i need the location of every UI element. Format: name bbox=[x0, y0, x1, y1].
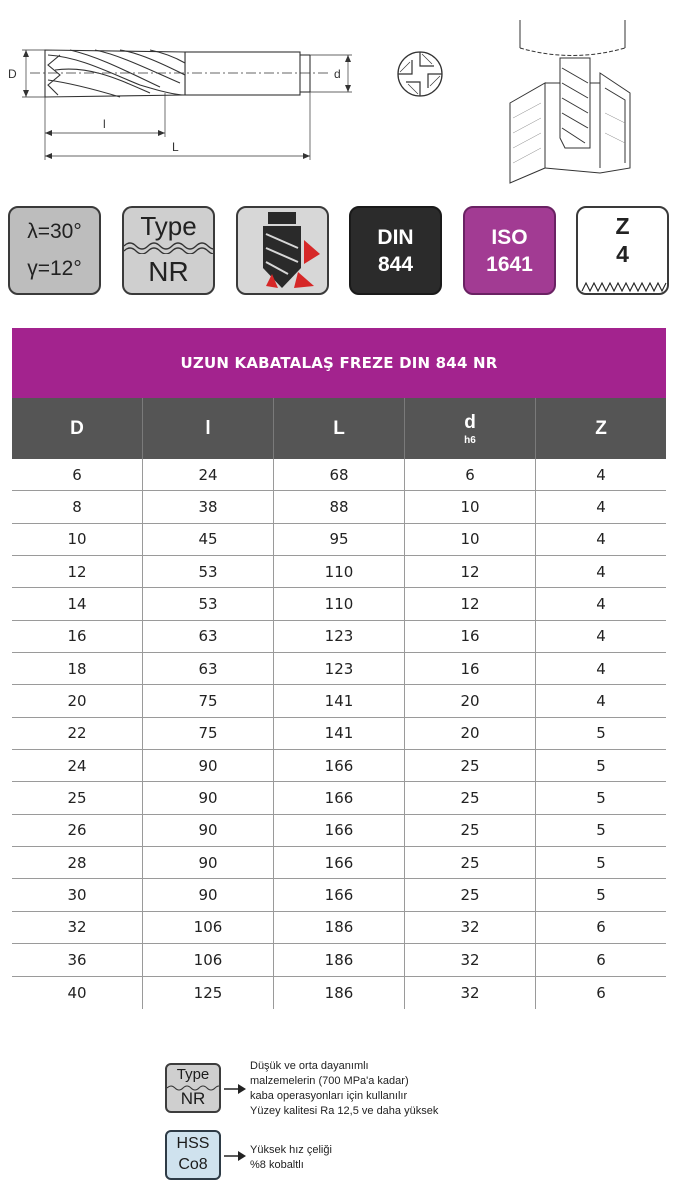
cell-l: 63 bbox=[143, 621, 274, 652]
legend-hss-line1: HSS bbox=[176, 1135, 210, 1152]
table-row bbox=[12, 847, 666, 879]
cell-l: 90 bbox=[143, 847, 274, 878]
din-label: DIN bbox=[377, 226, 414, 249]
cell-D: 20 bbox=[12, 685, 143, 716]
cell-d: 16 bbox=[405, 621, 536, 652]
legend-type-description bbox=[250, 1059, 438, 1119]
table-header bbox=[12, 398, 666, 459]
cell-L: 110 bbox=[274, 556, 405, 587]
legend-type-word: Type bbox=[176, 1066, 210, 1083]
cell-Z: 5 bbox=[596, 789, 606, 808]
cell-D: 26 bbox=[12, 815, 143, 846]
type-word: Type bbox=[140, 211, 197, 241]
cell-L: 141 bbox=[274, 685, 405, 716]
cell-L: 95 bbox=[274, 524, 405, 555]
type-nr-badge bbox=[122, 206, 215, 295]
dim-d-label: d bbox=[334, 67, 341, 81]
cell-L: 166 bbox=[274, 815, 405, 846]
dim-l-label: l bbox=[103, 117, 106, 131]
cell-L: 123 bbox=[274, 621, 405, 652]
cell-L: 186 bbox=[274, 977, 405, 1009]
legend bbox=[0, 1055, 675, 1185]
cell-d: 20 bbox=[405, 685, 536, 716]
cell-l: 75 bbox=[143, 718, 274, 749]
type-code: NR bbox=[148, 256, 189, 287]
cell-D: 24 bbox=[12, 750, 143, 781]
cell-l: 125 bbox=[143, 977, 274, 1009]
legend-hss-co8-badge bbox=[165, 1130, 221, 1180]
cell-L: 166 bbox=[274, 847, 405, 878]
cell-l: 90 bbox=[143, 782, 274, 813]
table-row bbox=[12, 653, 666, 685]
table-row bbox=[12, 588, 666, 620]
cell-L: 186 bbox=[274, 944, 405, 975]
cell-d: 25 bbox=[405, 879, 536, 910]
cell-Z: 6 bbox=[596, 983, 606, 1002]
iso-1641-badge bbox=[463, 206, 556, 295]
din-844-badge bbox=[349, 206, 442, 295]
technical-drawings bbox=[0, 0, 675, 195]
iso-label: ISO bbox=[491, 226, 528, 249]
header-L bbox=[274, 398, 405, 459]
cell-Z: 4 bbox=[596, 465, 606, 484]
dim-L-label: L bbox=[172, 140, 179, 154]
cell-l: 90 bbox=[143, 879, 274, 910]
table-row bbox=[12, 556, 666, 588]
cell-D: 22 bbox=[12, 718, 143, 749]
header-label: D bbox=[70, 417, 84, 439]
cell-d: 12 bbox=[405, 588, 536, 619]
cutting-direction-badge bbox=[236, 206, 329, 295]
milling-operation-view bbox=[505, 18, 645, 188]
cell-Z: 4 bbox=[596, 595, 606, 614]
cell-D: 25 bbox=[12, 782, 143, 813]
spec-badges bbox=[8, 206, 668, 296]
cell-L: 166 bbox=[274, 879, 405, 910]
cell-D: 28 bbox=[12, 847, 143, 878]
cell-D: 16 bbox=[12, 621, 143, 652]
table-row bbox=[12, 750, 666, 782]
cell-d: 25 bbox=[405, 750, 536, 781]
arrow-right-icon bbox=[224, 1150, 246, 1162]
legend-type-line: malzemelerin (700 MPa'a kadar) bbox=[250, 1075, 409, 1087]
legend-type-line: Düşük ve orta dayanımlı bbox=[250, 1060, 369, 1072]
table-row bbox=[12, 491, 666, 523]
arrow-right-icon bbox=[224, 1083, 246, 1095]
z-value: 4 bbox=[616, 241, 629, 267]
cell-Z: 5 bbox=[596, 724, 606, 743]
cell-d: 25 bbox=[405, 815, 536, 846]
cell-d: 10 bbox=[405, 524, 536, 555]
header-l bbox=[143, 398, 274, 459]
end-mill-side-view bbox=[0, 25, 360, 195]
cell-D: 40 bbox=[12, 977, 143, 1009]
header-tolerance: h6 bbox=[464, 434, 476, 446]
cell-d: 6 bbox=[405, 459, 536, 490]
cell-L: 110 bbox=[274, 588, 405, 619]
cell-D: 30 bbox=[12, 879, 143, 910]
rake-angle-text: γ=12° bbox=[27, 257, 82, 280]
cell-Z: 5 bbox=[596, 821, 606, 840]
dim-D-label: D bbox=[8, 67, 17, 81]
z-label: Z bbox=[615, 213, 630, 239]
cell-D: 14 bbox=[12, 588, 143, 619]
cell-Z: 4 bbox=[596, 692, 606, 711]
legend-hss-line2: Co8 bbox=[178, 1156, 208, 1173]
cell-d: 32 bbox=[405, 977, 536, 1009]
helix-angle-text: λ=30° bbox=[27, 220, 82, 243]
header-D bbox=[12, 398, 143, 459]
table-row bbox=[12, 621, 666, 653]
table-row bbox=[12, 718, 666, 750]
cell-Z: 4 bbox=[596, 659, 606, 678]
cell-D: 10 bbox=[12, 524, 143, 555]
wave-icon bbox=[124, 238, 215, 254]
cell-Z: 4 bbox=[596, 530, 606, 549]
table-row bbox=[12, 879, 666, 911]
helix-rake-angle-badge bbox=[8, 206, 101, 295]
cell-l: 45 bbox=[143, 524, 274, 555]
legend-type-line: kaba operasyonları için kullanılır bbox=[250, 1090, 408, 1102]
cutting-direction-icon bbox=[238, 208, 327, 293]
cell-L: 166 bbox=[274, 750, 405, 781]
cell-d: 25 bbox=[405, 782, 536, 813]
cell-d: 12 bbox=[405, 556, 536, 587]
cell-L: 123 bbox=[274, 653, 405, 684]
cell-d: 32 bbox=[405, 912, 536, 943]
cell-l: 90 bbox=[143, 750, 274, 781]
cell-l: 75 bbox=[143, 685, 274, 716]
cell-l: 106 bbox=[143, 912, 274, 943]
flute-count-badge bbox=[576, 206, 669, 295]
legend-type-line: Yüzey kalitesi Ra 12,5 ve daha yüksek bbox=[250, 1105, 439, 1117]
cell-l: 90 bbox=[143, 815, 274, 846]
cell-D: 6 bbox=[12, 459, 143, 490]
cell-L: 88 bbox=[274, 491, 405, 522]
cell-l: 38 bbox=[143, 491, 274, 522]
end-mill-end-view bbox=[390, 44, 450, 104]
cell-D: 32 bbox=[12, 912, 143, 943]
legend-type-code: NR bbox=[180, 1089, 206, 1108]
cell-D: 8 bbox=[12, 491, 143, 522]
cell-d: 10 bbox=[405, 491, 536, 522]
cell-Z: 4 bbox=[596, 498, 606, 517]
cell-Z: 5 bbox=[596, 756, 606, 775]
legend-hss-line: Yüksek hız çeliği bbox=[250, 1144, 332, 1156]
cell-Z: 6 bbox=[596, 918, 606, 937]
din-number: 844 bbox=[377, 253, 414, 276]
cell-l: 24 bbox=[143, 459, 274, 490]
table-row bbox=[12, 685, 666, 717]
cell-Z: 5 bbox=[596, 853, 606, 872]
header-label: l bbox=[205, 417, 211, 439]
header-label: L bbox=[333, 417, 345, 439]
cell-Z: 5 bbox=[596, 886, 606, 905]
cell-Z: 4 bbox=[596, 562, 606, 581]
cell-L: 186 bbox=[274, 912, 405, 943]
cell-l: 53 bbox=[143, 588, 274, 619]
cell-d: 32 bbox=[405, 944, 536, 975]
cell-Z: 4 bbox=[596, 627, 606, 646]
cell-L: 166 bbox=[274, 782, 405, 813]
header-label: Z bbox=[595, 417, 607, 439]
cell-D: 12 bbox=[12, 556, 143, 587]
cell-l: 63 bbox=[143, 653, 274, 684]
table-body bbox=[12, 459, 666, 1009]
table-row bbox=[12, 977, 666, 1009]
header-d bbox=[405, 398, 536, 459]
teeth-icon bbox=[578, 277, 669, 293]
iso-number: 1641 bbox=[486, 253, 533, 276]
legend-type-nr-badge bbox=[165, 1063, 221, 1113]
table-row bbox=[12, 912, 666, 944]
legend-hss-line: %8 kobaltlı bbox=[250, 1159, 304, 1171]
header-Z bbox=[536, 398, 666, 459]
cell-Z: 6 bbox=[596, 950, 606, 969]
cell-D: 36 bbox=[12, 944, 143, 975]
table-row bbox=[12, 524, 666, 556]
cell-d: 20 bbox=[405, 718, 536, 749]
cell-l: 106 bbox=[143, 944, 274, 975]
header-label: d bbox=[464, 411, 476, 433]
table-row bbox=[12, 459, 666, 491]
cell-d: 16 bbox=[405, 653, 536, 684]
cell-d: 25 bbox=[405, 847, 536, 878]
legend-hss-description bbox=[250, 1143, 332, 1173]
table-row bbox=[12, 815, 666, 847]
table-row bbox=[12, 782, 666, 814]
table-title: UZUN KABATALAŞ FREZE DIN 844 NR bbox=[12, 328, 666, 398]
cell-L: 68 bbox=[274, 459, 405, 490]
table-row bbox=[12, 944, 666, 976]
cell-D: 18 bbox=[12, 653, 143, 684]
cell-l: 53 bbox=[143, 556, 274, 587]
cell-L: 141 bbox=[274, 718, 405, 749]
